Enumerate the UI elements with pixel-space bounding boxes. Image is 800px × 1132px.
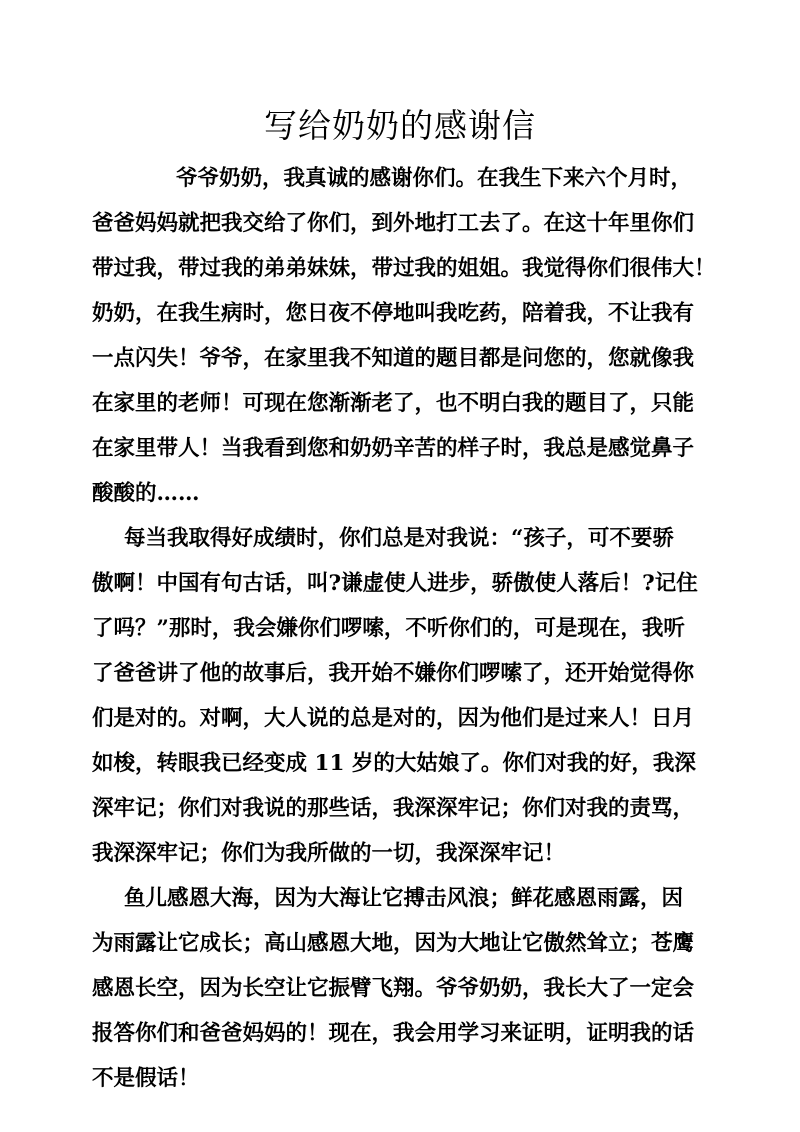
text-line: 如梭，转眼我已经变成 11 岁的大姑娘了。你们对我的好，我深 bbox=[92, 751, 696, 776]
text-line: 在家里的老师！可现在您渐渐老了，也不明白我的题目了，只能 bbox=[92, 391, 695, 416]
text-line: 爷爷奶奶，我真诚的感谢你们。在我生下来六个月时， bbox=[176, 166, 693, 191]
text-line: 深牢记；你们对我说的那些话，我深深牢记；你们对我的责骂， bbox=[92, 796, 695, 821]
paragraph-3 bbox=[92, 876, 732, 1101]
text-line: 酸酸的…… bbox=[92, 481, 200, 506]
text-line: 感恩长空，因为长空让它振臂飞翔。爷爷奶奶，我长大了一定会 bbox=[92, 976, 695, 1001]
text-line: 鱼儿感恩大海，因为大海让它搏击风浪；鲜花感恩雨露，因 bbox=[124, 886, 684, 911]
text-line: 我深深牢记；你们为我所做的一切，我深深牢记！ bbox=[92, 841, 566, 866]
text-line: 奶奶，在我生病时，您日夜不停地叫我吃药，陪着我，不让我有 bbox=[92, 301, 695, 326]
paragraph-1 bbox=[92, 156, 732, 516]
text-line: 了吗？”那时，我会嫌你们啰嗦，不听你们的，可是现在，我听 bbox=[92, 616, 685, 641]
text-line: 一点闪失！爷爷，在家里我不知道的题目都是问您的，您就像我 bbox=[92, 346, 695, 371]
letter-title: 写给奶奶的感谢信 bbox=[264, 106, 536, 145]
text-line: 了爸爸讲了他的故事后，我开始不嫌你们啰嗦了，还开始觉得你 bbox=[92, 661, 695, 686]
text-line: 报答你们和爸爸妈妈的！现在，我会用学习来证明，证明我的话 bbox=[92, 1021, 695, 1046]
paragraph-2 bbox=[92, 516, 732, 876]
text-line: 为雨露让它成长；高山感恩大地，因为大地让它傲然耸立；苍鹰 bbox=[92, 931, 695, 956]
text-line: 在家里带人！当我看到您和奶奶辛苦的样子时，我总是感觉鼻子 bbox=[92, 436, 695, 461]
text-line: 每当我取得好成绩时，你们总是对我说：“孩子，可不要骄 bbox=[124, 526, 674, 551]
text-line: 带过我，带过我的弟弟妹妹，带过我的姐姐。我觉得你们很伟大！ bbox=[92, 256, 716, 281]
text-line: 不是假话！ bbox=[92, 1066, 200, 1091]
text-line: 爸爸妈妈就把我交给了你们，到外地打工去了。在这十年里你们 bbox=[92, 211, 695, 236]
letter-body bbox=[92, 156, 732, 1101]
text-line: 们是对的。对啊，大人说的总是对的，因为他们是过来人！日月 bbox=[92, 706, 695, 731]
text-line: 傲啊！中国有句古话，叫?谦虚使人进步，骄傲使人落后！?记住 bbox=[92, 571, 698, 596]
